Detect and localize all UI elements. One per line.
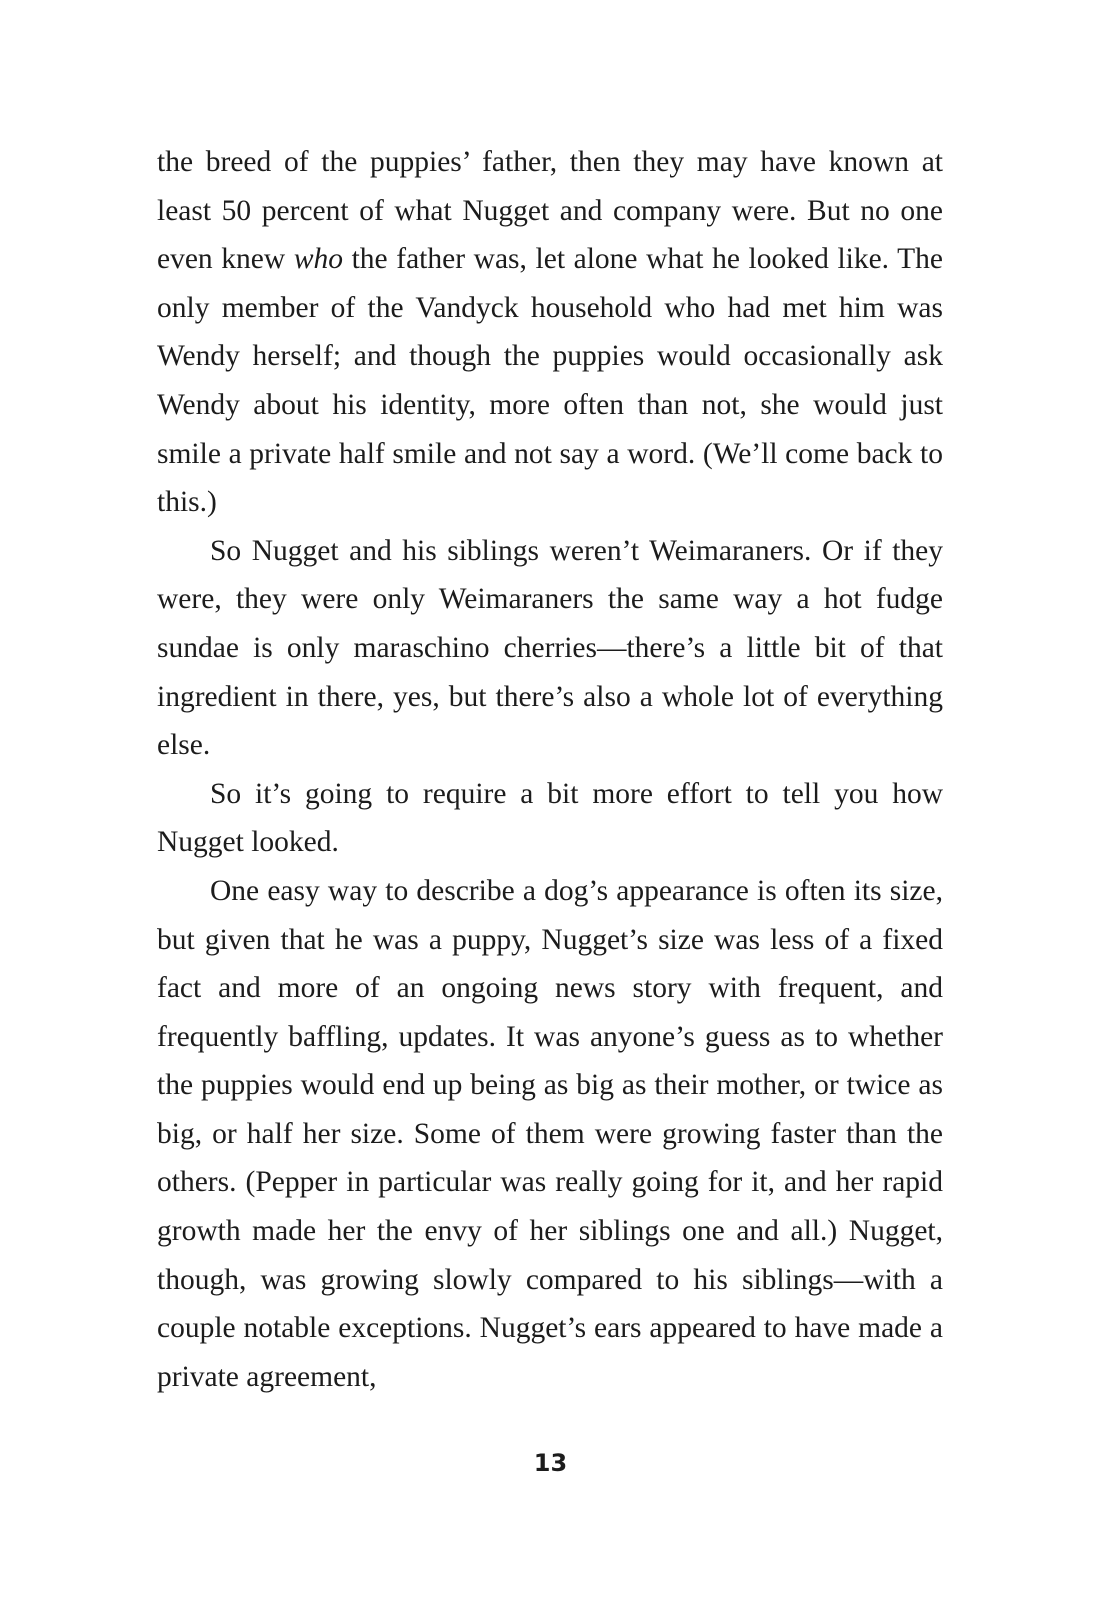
paragraph-1 <box>157 138 943 527</box>
page-number: 13 <box>533 1449 568 1477</box>
paragraph-2-text: So Nugget and his siblings weren’t Weimaraners. Or if they were, they were only Weimaraners the same way a hot fudge sundae is only maraschino cherries—there’s a little bit of that ingredient in there, yes, but there’s also a whole lot of everything else. <box>157 534 943 762</box>
paragraph-4-text: One easy way to describe a dog’s appearance is often its size, but given that he was a puppy, Nugget’s size was less of a fixed fact and more of an ongoing news story with frequent, and frequently baffling, updates. It was anyone’s guess as to whether the puppies would end up being as big as their mother, or twice as big, or half her size. Some of them were growing faster than the others. (Pepper in particular was really going for it, and her rapid growth made her the envy of her siblings one and all.) Nugget, though, was growing slowly compared to his siblings—with a couple notable exceptions. Nugget’s ears appeared to have made a private agreement, <box>157 874 943 1393</box>
paragraph-4 <box>157 867 943 1402</box>
paragraph-3 <box>157 770 943 867</box>
paragraph-1-text-2: the father was, let alone what he looked like. The only member of the Vandyck household who had met him was Wendy herself; and though the puppies would occasionally ask Wendy about his identity, more often than not, she would just smile a private half smile and not say a word. (We’ll come back to this.) <box>157 243 943 519</box>
paragraph-1-text-1: the breed of the puppies’ father, then they may have known at least 50 percent of what Nugget and company were. But no one even knew <box>157 146 943 276</box>
paragraph-2 <box>157 527 943 770</box>
body-text <box>157 138 943 1401</box>
paragraph-1-italic-who: who <box>293 243 343 276</box>
paragraph-3-text: So it’s going to require a bit more effort to tell you how Nugget looked. <box>157 777 943 859</box>
